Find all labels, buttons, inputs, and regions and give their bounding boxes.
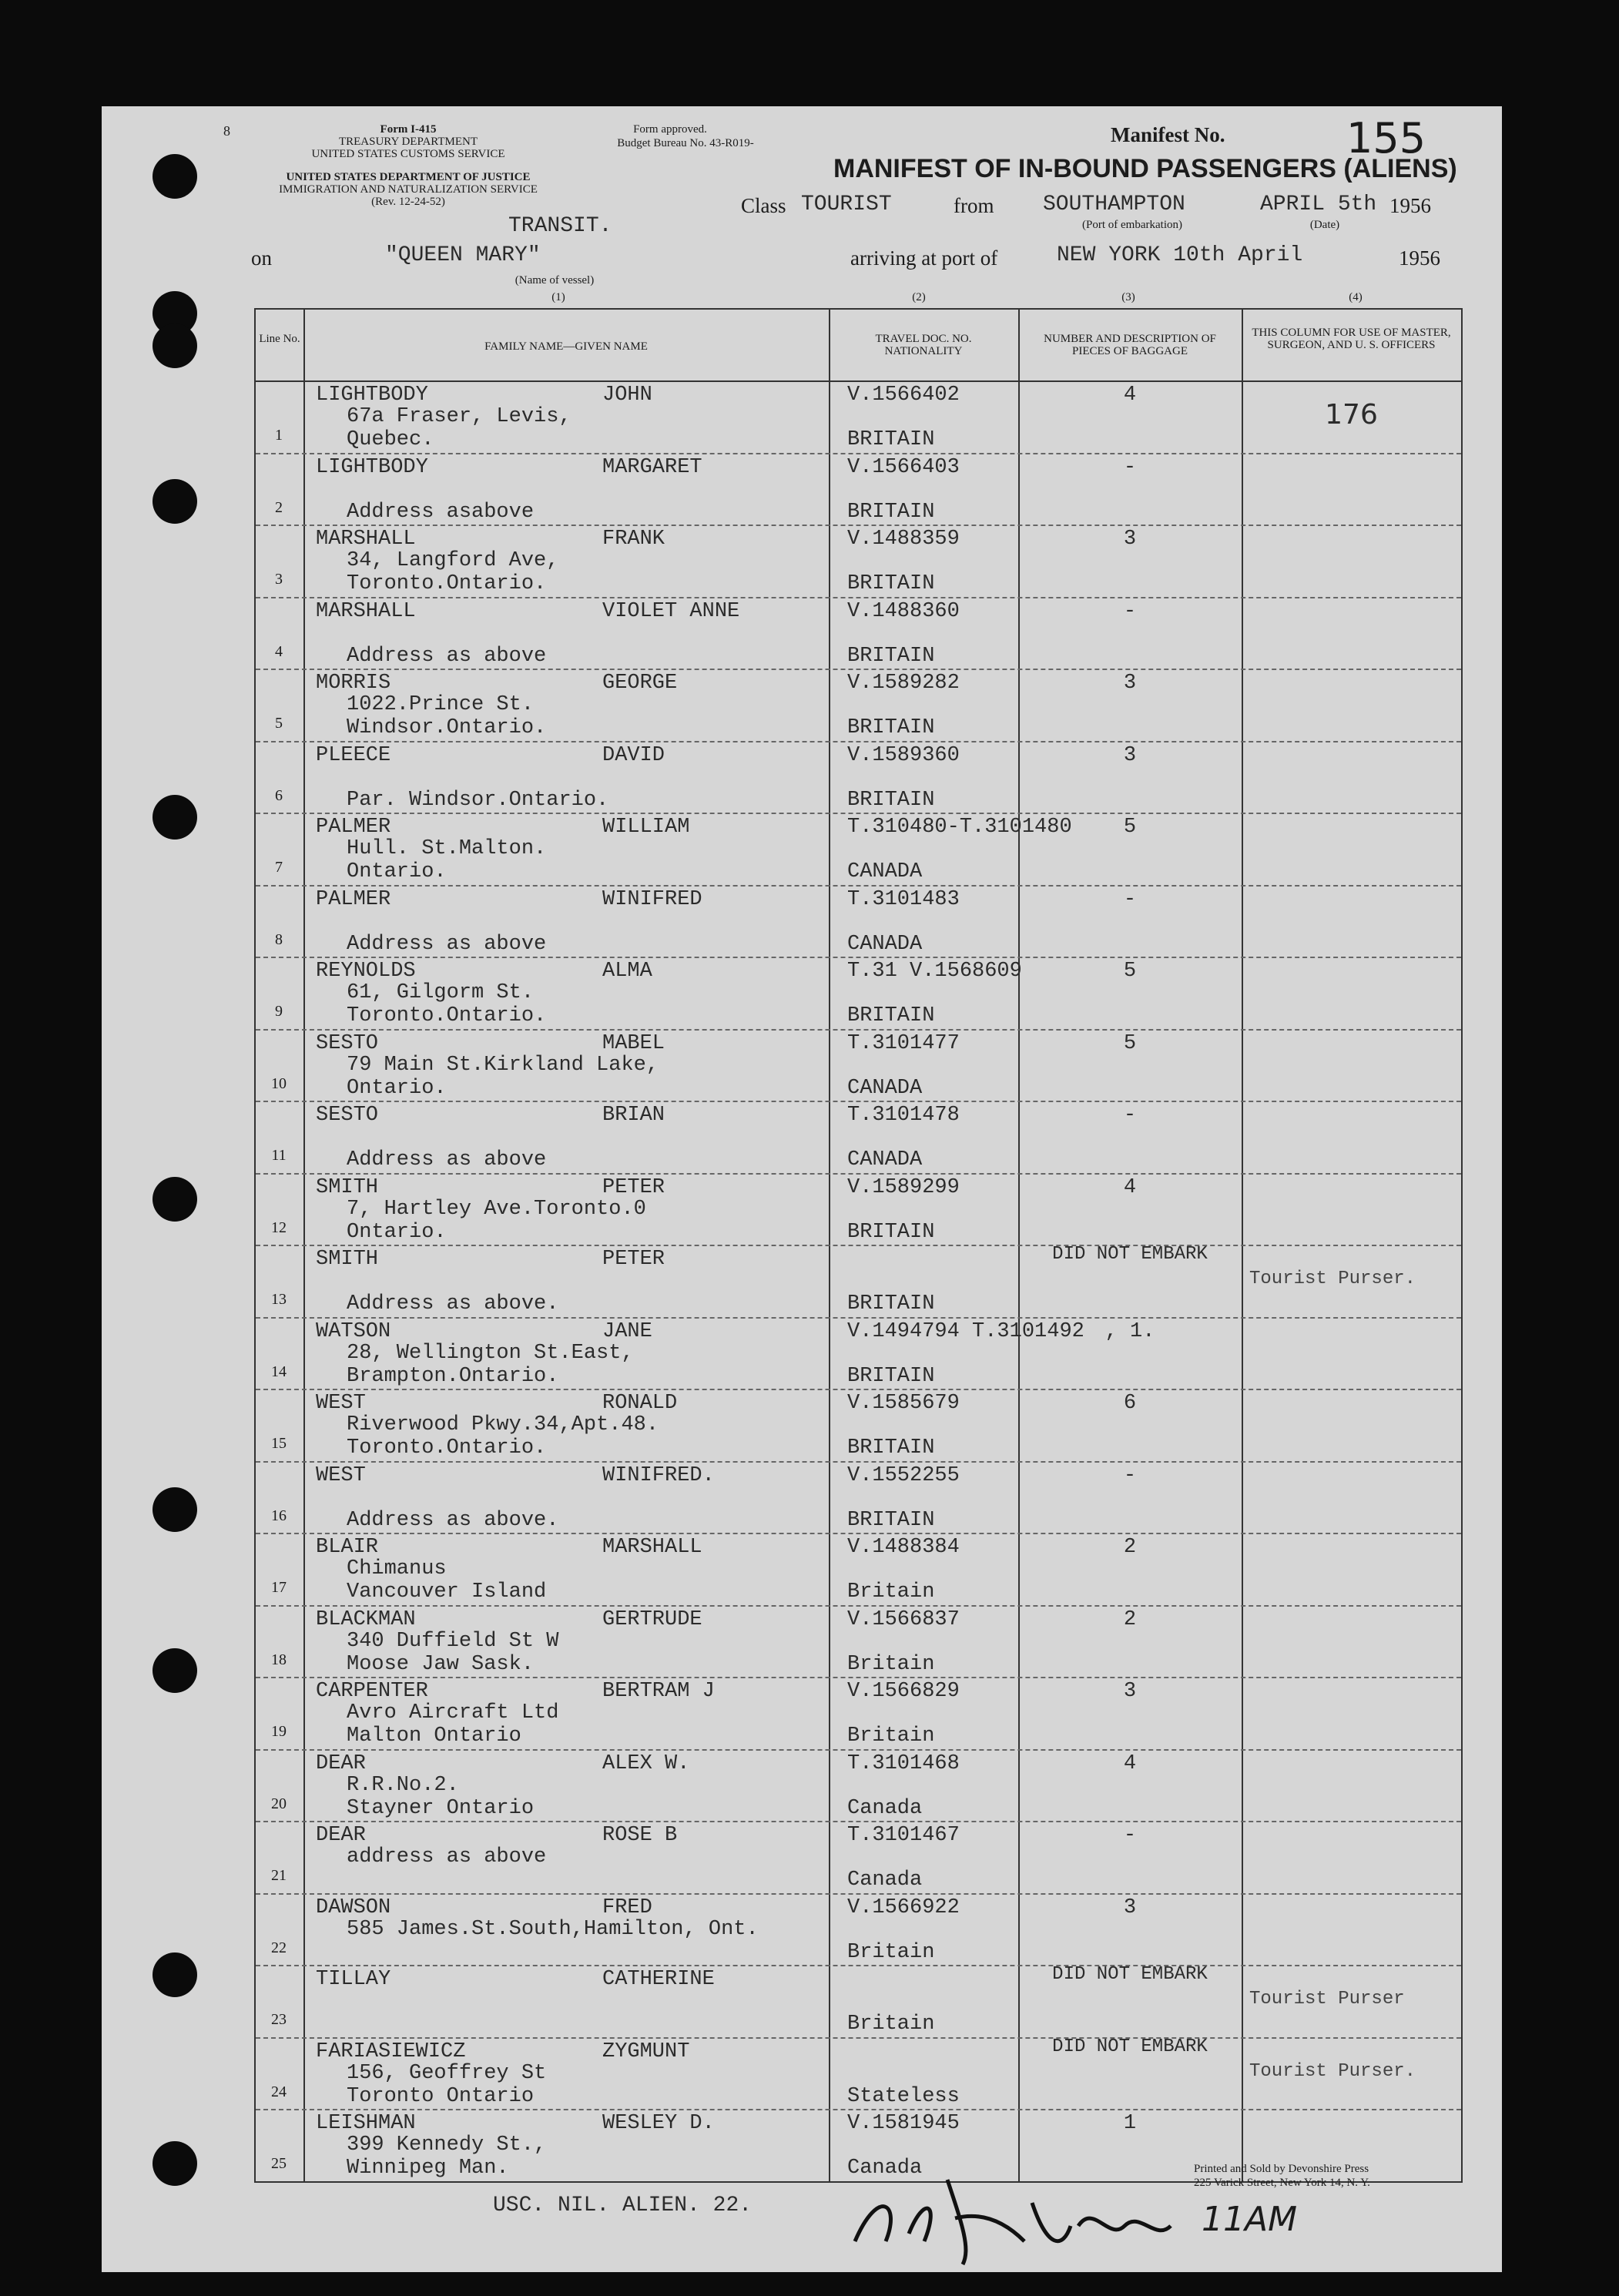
date-caption: (Date) xyxy=(1309,219,1340,231)
travel-doc-number: T.310480-T.3101480 xyxy=(847,816,1072,839)
family-name: PALMER xyxy=(316,816,391,839)
travel-doc-number: V.1566829 xyxy=(847,1680,960,1703)
class-value: TOURIST xyxy=(801,193,892,216)
passenger-table xyxy=(254,308,1463,2183)
row-divider xyxy=(256,957,1461,958)
address-line-2: Address as above xyxy=(347,644,547,668)
family-name: MORRIS xyxy=(316,672,391,695)
embark-date: APRIL 5th xyxy=(1260,193,1377,216)
line-number: 7 xyxy=(275,859,283,876)
baggage-count: 4 xyxy=(1123,1751,1137,1775)
from-label: from xyxy=(954,194,994,217)
address-line-2: Address as above. xyxy=(347,1292,559,1316)
given-name: PETER xyxy=(602,1248,665,1271)
baggage-count: 3 xyxy=(1123,743,1137,767)
row-divider xyxy=(256,1317,1461,1319)
row-divider xyxy=(256,2109,1461,2110)
baggage-count: , 1. xyxy=(1104,1319,1155,1343)
given-name: FRED xyxy=(602,1895,652,1919)
row-divider xyxy=(256,1245,1461,1246)
family-name: WEST xyxy=(316,1392,366,1415)
nationality: Canada xyxy=(847,1869,923,1892)
given-name: BERTRAM J xyxy=(602,1680,715,1703)
baggage-count: - xyxy=(1123,599,1137,623)
nationality: BRITAIN xyxy=(847,500,935,524)
officer-note: Tourist Purser. xyxy=(1249,2060,1416,2082)
nationality: CANADA xyxy=(847,932,923,956)
line-number: 6 xyxy=(275,786,283,804)
address-line-1: 156, Geoffrey St xyxy=(347,2061,547,2085)
nationality: Britain xyxy=(847,1580,935,1604)
travel-doc-number: V.1488359 xyxy=(847,528,960,551)
given-name: MARSHALL xyxy=(602,1536,702,1559)
given-name: GERTRUDE xyxy=(602,1607,702,1631)
family-name: SESTO xyxy=(316,1031,379,1055)
header-officers: THIS COLUMN FOR USE OF MASTER, SURGEON, AND U. S. OFFICERS xyxy=(1252,327,1451,351)
family-name: LIGHTBODY xyxy=(316,384,428,407)
dept-immigration: IMMIGRATION AND NATURALIZATION SERVICE xyxy=(279,183,538,196)
line-number: 9 xyxy=(275,1003,283,1020)
address-line-1: 34, Langford Ave, xyxy=(347,549,559,572)
line-number: 25 xyxy=(271,2155,287,2172)
travel-doc-number: T.3101477 xyxy=(847,1031,960,1055)
baggage-count: DID NOT EMBARK xyxy=(1052,1244,1208,1265)
baggage-count: 4 xyxy=(1123,1175,1137,1199)
family-name: WATSON xyxy=(316,1319,391,1343)
family-name: REYNOLDS xyxy=(316,960,416,983)
address-line-2: Brampton.Ontario. xyxy=(347,1364,559,1388)
on-label: on xyxy=(251,246,272,270)
row-divider xyxy=(256,1389,1461,1390)
nationality: Britain xyxy=(847,2013,935,2036)
address-line-1: address as above xyxy=(347,1845,547,1869)
form-number: Form I-415 xyxy=(380,123,437,136)
address-line-2: Malton Ontario xyxy=(347,1725,521,1748)
col-index-4: (4) xyxy=(1349,291,1363,303)
nationality: Britain xyxy=(847,1652,935,1676)
travel-doc-number: V.1494794 T.3101492 xyxy=(847,1319,1084,1343)
row-divider xyxy=(256,813,1461,814)
family-name: PLEECE xyxy=(316,743,391,767)
document-title: MANIFEST OF IN-BOUND PASSENGERS (ALIENS) xyxy=(833,154,1457,183)
form-revision: (Rev. 12-24-52) xyxy=(371,196,445,208)
punch-hole xyxy=(153,323,197,368)
baggage-count: - xyxy=(1123,1104,1137,1127)
travel-doc-number: V.1566402 xyxy=(847,384,960,407)
baggage-count: DID NOT EMBARK xyxy=(1052,2036,1208,2057)
header-travel-doc: TRAVEL DOC. NO. NATIONALITY xyxy=(875,333,972,357)
nationality: BRITAIN xyxy=(847,572,935,595)
summary-line: USC. NIL. ALIEN. 22. xyxy=(493,2194,753,2217)
address-line-2: Ontario. xyxy=(347,860,447,883)
address-line-1: 399 Kennedy St., xyxy=(347,2133,547,2157)
address-line-2: Toronto.Ontario. xyxy=(347,572,547,595)
given-name: DAVID xyxy=(602,743,665,767)
travel-doc-number: V.1566403 xyxy=(847,455,960,479)
row-divider xyxy=(256,1029,1461,1031)
line-number: 8 xyxy=(275,930,283,948)
row-divider xyxy=(256,1533,1461,1534)
line-number: 21 xyxy=(271,1867,287,1884)
given-name: WINIFRED xyxy=(602,887,702,911)
row-divider xyxy=(256,597,1461,598)
address-line-1: 7, Hartley Ave.Toronto.0 xyxy=(347,1197,646,1221)
family-name: SMITH xyxy=(316,1248,379,1271)
nationality: BRITAIN xyxy=(847,1004,935,1027)
given-name: GEORGE xyxy=(602,672,678,695)
dept-treasury: TREASURY DEPARTMENT xyxy=(338,136,478,148)
family-name: LEISHMAN xyxy=(316,2112,416,2135)
nationality: BRITAIN xyxy=(847,716,935,739)
line-number: 4 xyxy=(275,642,283,660)
family-name: BLAIR xyxy=(316,1536,379,1559)
address-line-1: 28, Wellington St.East, xyxy=(347,1341,634,1365)
address-line-1: Avro Aircraft Ltd xyxy=(347,1701,559,1725)
vessel-name: "QUEEN MARY" xyxy=(385,243,541,267)
header-name: FAMILY NAME—GIVEN NAME xyxy=(484,340,648,353)
nationality: BRITAIN xyxy=(847,1436,935,1460)
given-name: ALEX W. xyxy=(602,1751,690,1775)
address-line-2: Address as above xyxy=(347,932,547,956)
row-divider xyxy=(256,525,1461,526)
form-approved: Form approved. xyxy=(633,123,707,136)
family-name: DAWSON xyxy=(316,1895,391,1919)
baggage-count: 3 xyxy=(1123,528,1137,551)
address-line-2: Par. Windsor.Ontario. xyxy=(347,788,609,812)
line-number: 10 xyxy=(271,1074,287,1092)
baggage-count: 2 xyxy=(1123,1536,1137,1559)
arrival-port: NEW YORK 10th April xyxy=(1057,243,1303,267)
given-name: MARGARET xyxy=(602,455,702,479)
travel-doc-number: V.1589299 xyxy=(847,1175,960,1199)
travel-doc-number: V.1566922 xyxy=(847,1895,960,1919)
travel-doc-number: V.1585679 xyxy=(847,1392,960,1415)
baggage-count: - xyxy=(1123,455,1137,479)
line-number: 11 xyxy=(271,1147,287,1164)
nationality: Britain xyxy=(847,1725,935,1748)
nationality: CANADA xyxy=(847,1148,923,1171)
baggage-count: 5 xyxy=(1123,960,1137,983)
line-number: 17 xyxy=(271,1579,287,1596)
line-number: 20 xyxy=(271,1795,287,1812)
family-name: DEAR xyxy=(316,1824,366,1847)
row-divider xyxy=(256,1173,1461,1175)
given-name: ALMA xyxy=(602,960,652,983)
nationality: BRITAIN xyxy=(847,1220,935,1244)
port-caption: (Port of embarkation) xyxy=(1082,219,1182,231)
line-number: 19 xyxy=(271,1723,287,1740)
vessel-caption: (Name of vessel) xyxy=(515,274,595,287)
given-name: WESLEY D. xyxy=(602,2112,715,2135)
family-name: BLACKMAN xyxy=(316,1607,416,1631)
line-number: 5 xyxy=(275,715,283,732)
row-divider xyxy=(256,1677,1461,1678)
nationality: Stateless xyxy=(847,2084,960,2108)
dept-justice: UNITED STATES DEPARTMENT OF JUSTICE xyxy=(286,171,531,183)
travel-doc-number: T.3101483 xyxy=(847,887,960,911)
class-label: Class xyxy=(741,194,786,217)
given-name: BRIAN xyxy=(602,1104,665,1127)
row-divider xyxy=(256,885,1461,887)
address-line-2: Address asabove xyxy=(347,500,535,524)
travel-doc-number: V.1488384 xyxy=(847,1536,960,1559)
address-line-2: Vancouver Island xyxy=(347,1580,547,1604)
officer-signature xyxy=(832,2157,1248,2272)
nationality: BRITAIN xyxy=(847,1508,935,1532)
address-line-2: Ontario. xyxy=(347,1220,447,1244)
header-line-no: Line No. xyxy=(259,333,300,345)
nationality: BRITAIN xyxy=(847,788,935,812)
address-line-2: Stayner Ontario xyxy=(347,1796,535,1820)
address-line-2: Windsor.Ontario. xyxy=(347,716,547,739)
nationality: Britain xyxy=(847,1940,935,1964)
baggage-count: 5 xyxy=(1123,1031,1137,1055)
row-divider xyxy=(256,1605,1461,1607)
family-name: DEAR xyxy=(316,1751,366,1775)
line-number: 2 xyxy=(275,498,283,516)
travel-doc-number: V.1488360 xyxy=(847,599,960,623)
given-name: JANE xyxy=(602,1319,652,1343)
family-name: PALMER xyxy=(316,887,391,911)
baggage-count: 5 xyxy=(1123,816,1137,839)
given-name: FRANK xyxy=(602,528,665,551)
line-number: 12 xyxy=(271,1218,287,1236)
manifest-no: 155 xyxy=(1346,114,1426,163)
punch-hole xyxy=(153,1487,197,1532)
address-line-2: Toronto.Ontario. xyxy=(347,1436,547,1460)
address-line-2: Address as above xyxy=(347,1148,547,1171)
travel-doc-number: T.3101478 xyxy=(847,1104,960,1127)
transit-label: TRANSIT. xyxy=(508,214,612,238)
address-line-1: Riverwood Pkwy.34,Apt.48. xyxy=(347,1413,659,1436)
punch-hole xyxy=(153,2141,197,2186)
printer-line-1: Printed and Sold by Devonshire Press xyxy=(1194,2163,1369,2175)
address-line-1: 67a Fraser, Levis, xyxy=(347,405,572,428)
travel-doc-number: V.1552255 xyxy=(847,1463,960,1487)
punch-hole xyxy=(153,1177,197,1222)
col-index-3: (3) xyxy=(1121,291,1135,303)
port-embarkation: SOUTHAMPTON xyxy=(1043,193,1185,216)
printer-line-2: 225 Varick Street, New York 14, N. Y. xyxy=(1194,2177,1370,2189)
baggage-count: 3 xyxy=(1123,672,1137,695)
baggage-count: - xyxy=(1123,1824,1137,1847)
nationality: BRITAIN xyxy=(847,1292,935,1316)
family-name: LIGHTBODY xyxy=(316,455,428,479)
address-line-1: 585 James.St.South,Hamilton, Ont. xyxy=(347,1917,759,1941)
corner-number: 8 xyxy=(223,123,230,139)
baggage-count: 1 xyxy=(1123,2112,1137,2135)
line-number: 14 xyxy=(271,1363,287,1380)
given-name: RONALD xyxy=(602,1392,678,1415)
family-name: TILLAY xyxy=(316,1968,391,1991)
address-line-2: Toronto.Ontario. xyxy=(347,1004,547,1027)
col-index-2: (2) xyxy=(912,291,926,303)
family-name: CARPENTER xyxy=(316,1680,428,1703)
officer-note: Tourist Purser xyxy=(1249,1989,1405,2009)
nationality: BRITAIN xyxy=(847,1364,935,1388)
punch-hole xyxy=(153,1648,197,1693)
address-line-1: 61, Gilgorm St. xyxy=(347,981,535,1004)
address-line-1: 1022.Prince St. xyxy=(347,693,535,716)
line-number: 13 xyxy=(271,1291,287,1308)
travel-doc-number: T.3101468 xyxy=(847,1751,960,1775)
address-line-1: R.R.No.2. xyxy=(347,1773,459,1797)
family-name: SESTO xyxy=(316,1104,379,1127)
row-divider xyxy=(256,741,1461,742)
given-name: PETER xyxy=(602,1175,665,1199)
row-divider xyxy=(256,1893,1461,1895)
nationality: BRITAIN xyxy=(847,644,935,668)
row-divider xyxy=(256,453,1461,454)
line-number: 23 xyxy=(271,2011,287,2028)
handwritten-time: 11AM xyxy=(1202,2200,1298,2239)
travel-doc-number: T.3101467 xyxy=(847,1824,960,1847)
family-name: SMITH xyxy=(316,1175,379,1199)
nationality: CANADA xyxy=(847,1076,923,1100)
travel-doc-number: T.31 V.1568609 xyxy=(847,960,1022,983)
arrival-year: 1956 xyxy=(1399,246,1440,270)
row-divider xyxy=(256,1101,1461,1102)
budget-bureau: Budget Bureau No. 43-R019- xyxy=(617,137,754,149)
given-name: ROSE B xyxy=(602,1824,678,1847)
address-line-2: Quebec. xyxy=(347,428,434,451)
row-divider xyxy=(256,1821,1461,1822)
address-line-1: 340 Duffield St W xyxy=(347,1629,559,1653)
address-line-1: Hull. St.Malton. xyxy=(347,837,547,860)
baggage-count: 4 xyxy=(1123,384,1137,407)
address-line-2: Winnipeg Man. xyxy=(347,2157,509,2180)
arriving-label: arriving at port of xyxy=(850,246,998,270)
baggage-count: 3 xyxy=(1123,1895,1137,1919)
given-name: WILLIAM xyxy=(602,816,690,839)
given-name: JOHN xyxy=(602,384,652,407)
baggage-count: - xyxy=(1123,1463,1137,1487)
nationality: Canada xyxy=(847,1796,923,1820)
address-line-2: Ontario. xyxy=(347,1076,447,1100)
address-line-2: Toronto Ontario xyxy=(347,2084,535,2108)
given-name: VIOLET ANNE xyxy=(602,599,740,623)
travel-doc-number: V.1566837 xyxy=(847,1607,960,1631)
baggage-count: 3 xyxy=(1123,1680,1137,1703)
officer-note: 176 xyxy=(1325,399,1378,431)
header-baggage: NUMBER AND DESCRIPTION OF PIECES OF BAGGAGE xyxy=(1044,333,1216,357)
nationality: Canada xyxy=(847,2157,923,2180)
row-divider xyxy=(256,1461,1461,1463)
line-number: 3 xyxy=(275,571,283,588)
officer-note: Tourist Purser. xyxy=(1249,1269,1416,1289)
line-number: 16 xyxy=(271,1507,287,1524)
given-name: WINIFRED. xyxy=(602,1463,715,1487)
line-number: 18 xyxy=(271,1651,287,1668)
row-divider xyxy=(256,2037,1461,2039)
row-divider xyxy=(256,669,1461,670)
family-name: WEST xyxy=(316,1463,366,1487)
given-name: MABEL xyxy=(602,1031,665,1055)
row-divider xyxy=(256,1749,1461,1751)
line-number: 22 xyxy=(271,1939,287,1956)
manifest-no-label: Manifest No. xyxy=(1111,123,1225,146)
address-line-2: Moose Jaw Sask. xyxy=(347,1652,535,1676)
line-number: 1 xyxy=(275,427,283,444)
punch-hole xyxy=(153,154,197,199)
punch-hole xyxy=(153,1952,197,1997)
nationality: CANADA xyxy=(847,860,923,883)
col-index-1: (1) xyxy=(551,291,565,303)
row-divider xyxy=(256,1965,1461,1966)
family-name: MARSHALL xyxy=(316,528,416,551)
travel-doc-number: V.1589282 xyxy=(847,672,960,695)
baggage-count: 6 xyxy=(1123,1392,1137,1415)
nationality: BRITAIN xyxy=(847,428,935,451)
family-name: MARSHALL xyxy=(316,599,416,623)
baggage-count: - xyxy=(1123,887,1137,911)
punch-hole xyxy=(153,479,197,524)
address-line-1: Chimanus xyxy=(347,1557,447,1580)
line-number: 15 xyxy=(271,1435,287,1452)
baggage-count: 2 xyxy=(1123,1607,1137,1631)
travel-doc-number: V.1589360 xyxy=(847,743,960,767)
travel-doc-number: V.1581945 xyxy=(847,2112,960,2135)
given-name: ZYGMUNT xyxy=(602,2040,690,2063)
dept-customs: UNITED STATES CUSTOMS SERVICE xyxy=(311,148,505,160)
line-number: 24 xyxy=(271,2083,287,2100)
address-line-2: Address as above. xyxy=(347,1508,559,1532)
punch-hole xyxy=(153,795,197,840)
family-name: FARIASIEWICZ xyxy=(316,2040,466,2063)
given-name: CATHERINE xyxy=(602,1968,715,1991)
baggage-count: DID NOT EMBARK xyxy=(1052,1964,1208,1985)
address-line-1: 79 Main St.Kirkland Lake, xyxy=(347,1053,659,1077)
embark-year: 1956 xyxy=(1389,194,1431,217)
